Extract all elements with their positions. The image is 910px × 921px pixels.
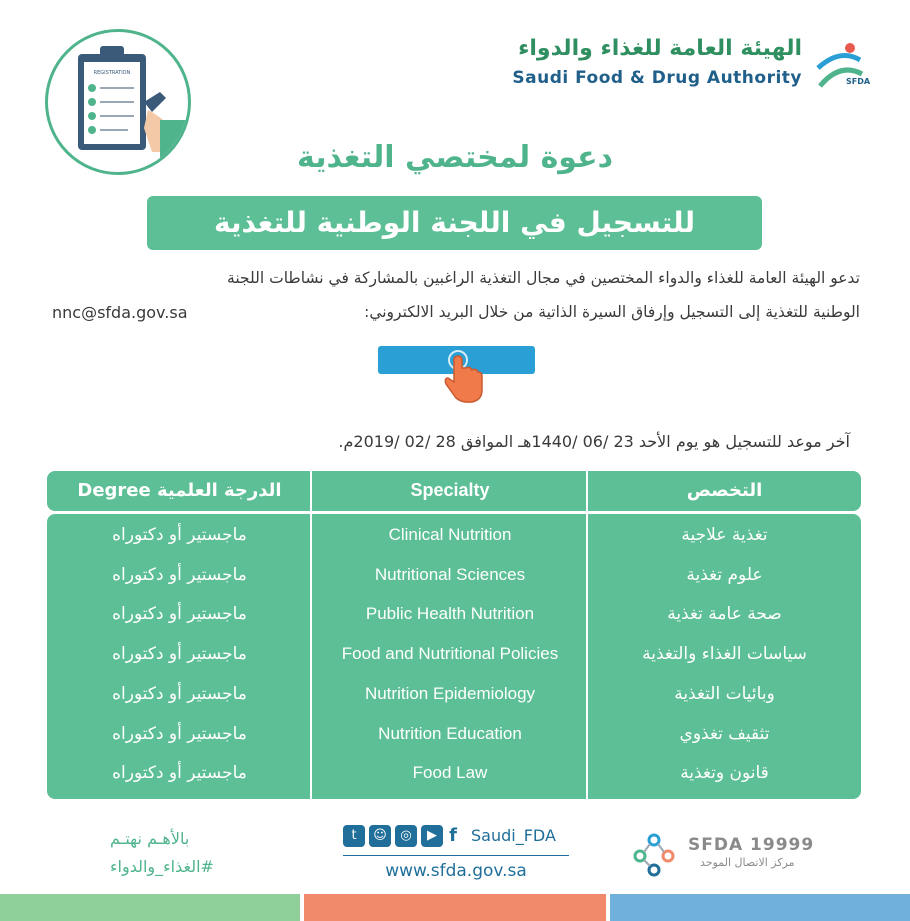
cell-specialty-ar: سياسات الغذاء والتغذية: [642, 644, 807, 664]
cell-degree: ماجستير أو دكتوراه: [112, 525, 247, 545]
cell-specialty-ar: تثقيف تغذوي: [679, 724, 770, 744]
cell-specialty-en: Public Health Nutrition: [365, 604, 535, 623]
intro-line-1: تدعو الهيئة العامة للغذاء والدواء المختصين في مجال التغذية الراغبين بالمشاركة في نشاطات اللجنة: [227, 269, 860, 287]
cell-specialty-ar: قانون وتغذية: [680, 763, 769, 783]
callcenter-number: SFDA 19999: [688, 835, 815, 855]
cell-specialty-en: Nutritional Sciences: [374, 565, 526, 584]
footer-bar-blue: [610, 894, 910, 921]
sfda-logo-icon: [810, 38, 870, 98]
org-name-ar: الهيئة العامة للغذاء والدواء: [518, 36, 802, 61]
footer-divider: [343, 855, 569, 856]
callcenter-label: مركز الاتصال الموحد: [700, 856, 795, 869]
contact-email-link[interactable]: nnc@sfda.gov.sa: [52, 303, 192, 322]
org-name-en: Saudi Food & Drug Authority: [512, 68, 802, 88]
cell-specialty-ar: تغذية علاجية: [681, 525, 768, 545]
header-specialty-ar: التخصص: [686, 480, 763, 501]
page-title: دعوة لمختصي التغذية: [297, 140, 613, 175]
twitter-icon[interactable]: t: [343, 825, 365, 847]
cell-degree: ماجستير أو دكتوراه: [112, 763, 247, 783]
cell-specialty-ar: علوم تغذية: [686, 565, 763, 585]
cell-specialty-en: Nutrition Epidemiology: [364, 684, 536, 703]
callcenter-icon: [630, 828, 682, 878]
slogan-line-1: بالأهـم نهتـم: [110, 829, 190, 848]
facebook-icon[interactable]: f: [449, 825, 457, 846]
website-link[interactable]: www.sfda.gov.sa: [385, 861, 527, 881]
cell-degree: ماجستير أو دكتوراه: [112, 604, 247, 624]
footer-bar-green: [0, 894, 300, 921]
deadline-text: آخر موعد للتسجيل هو يوم الأحد 23 /06 /1440هـ الموافق 28 /02 /2019م.: [338, 432, 850, 451]
social-handle[interactable]: Saudi_FDA: [471, 826, 556, 845]
slogan-hashtag: #الغذاء_والدواء: [110, 857, 214, 876]
header-degree: الدرجة العلمية Degree: [77, 480, 282, 501]
cell-specialty-ar: وبائيات التغذية: [674, 684, 775, 704]
pointer-hand-icon: [440, 348, 490, 404]
social-icons: [343, 824, 468, 848]
clipboard-label: REGISTRATION: [93, 70, 131, 76]
cell-specialty-en: Nutrition Education: [378, 724, 522, 743]
sfda-logo-text: SFDA: [846, 77, 870, 86]
page-subtitle: للتسجيل في اللجنة الوطنية للتغذية: [214, 206, 695, 239]
youtube-icon[interactable]: ▶: [421, 825, 443, 847]
cell-specialty-en: Food Law: [412, 763, 488, 782]
header-specialty-en: Specialty: [410, 480, 490, 500]
intro-line-2: الوطنية للتغذية إلى التسجيل وإرفاق السيرة الذاتية من خلال البريد الالكتروني:: [364, 303, 860, 321]
cell-degree: ماجستير أو دكتوراه: [112, 565, 247, 585]
footer-bar-orange: [304, 894, 606, 921]
cell-specialty-en: Food and Nutritional Policies: [341, 644, 559, 663]
cell-specialty-ar: صحة عامة تغذية: [667, 604, 782, 624]
cell-specialty-en: Clinical Nutrition: [388, 525, 512, 544]
cell-degree: ماجستير أو دكتوراه: [112, 684, 247, 704]
instagram-icon[interactable]: ◎: [395, 825, 417, 847]
snapchat-icon[interactable]: ☺: [369, 825, 391, 847]
cell-degree: ماجستير أو دكتوراه: [112, 644, 247, 664]
cell-degree: ماجستير أو دكتوراه: [112, 724, 247, 744]
